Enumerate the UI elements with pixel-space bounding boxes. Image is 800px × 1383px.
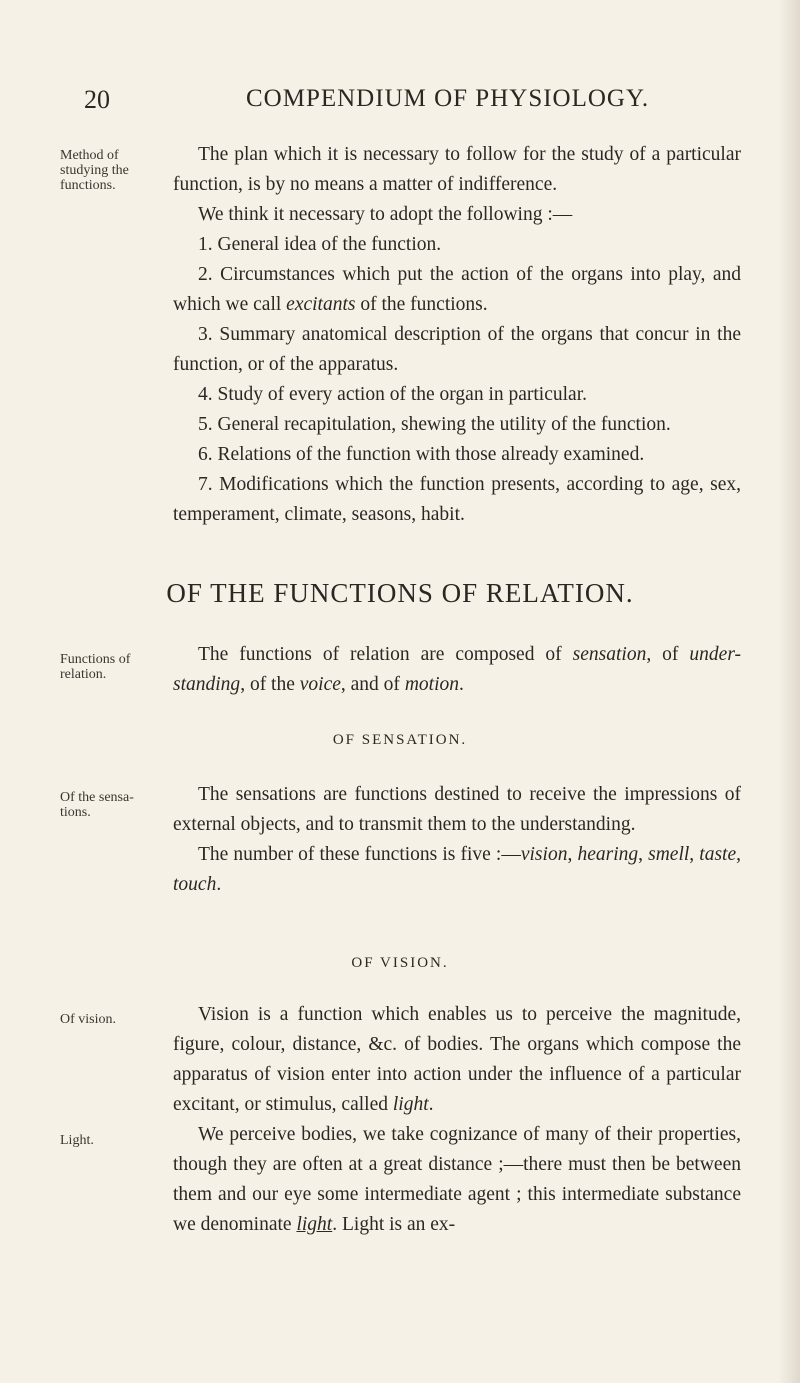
sensation-list-paragraph: The number of these functions is five :—vision, hearing, smell, taste, touch. (173, 844, 742, 895)
list-item: 2. Circumstances which put the action of the organs into play, and which we call excitants of the functions. (173, 264, 741, 315)
margin-note-method: Method of studying the functions. (60, 148, 129, 193)
intro-lead: We think it necessary to adopt the following :— (198, 204, 573, 225)
vision-section (173, 1000, 741, 1240)
section-heading-vision: OF VISION. (351, 955, 449, 971)
section-heading-sensation: OF SENSATION. (332, 732, 468, 748)
page-edge-shadow (778, 0, 800, 1383)
list-item: 1. General idea of the function. (198, 234, 442, 255)
section-heading-relation: OF THE FUNCTIONS OF RELATION. (166, 578, 634, 608)
margin-note-relation: Functions of relation. (60, 652, 131, 682)
sensation-paragraph: The sensations are functions destined to receive the impressions of external objects, and to transmit them to the understanding. (173, 784, 741, 835)
margin-note-light: Light. (60, 1133, 94, 1148)
intro-section (173, 140, 741, 530)
list-item: 5. General recapitulation, shewing the utility of the function. (198, 414, 671, 435)
relation-paragraph: The functions of relation are composed of sensation, of under-standing, of the voice, and of motion. (173, 644, 742, 695)
relation-section (173, 640, 741, 700)
list-item: 6. Relations of the function with those already examined. (198, 444, 645, 465)
list-item: 3. Summary anatomical description of the organs that concur in the function, or of the apparatus. (173, 324, 741, 375)
sensation-section (173, 780, 741, 900)
intro-paragraph: The plan which it is necessary to follow for the study of a particular function, is by no means a matter of indifference. (173, 144, 741, 195)
list-item: 7. Modifications which the function presents, according to age, sex, temperament, climate, seasons, habit. (173, 474, 741, 525)
page-header (0, 85, 800, 125)
light-paragraph: We perceive bodies, we take cognizance of many of their properties, though they are often at a great distance ;—there must then be between them and our eye some intermediate agent ; this intermediate substance we denominate light. Light is an ex- (173, 1124, 741, 1235)
running-head: COMPENDIUM OF PHYSIOLOGY. (246, 85, 650, 112)
margin-note-vision: Of vision. (60, 1012, 116, 1027)
margin-note-sensations: Of the sensa-tions. (60, 790, 134, 820)
vision-paragraph: Vision is a function which enables us to perceive the magnitude, figure, colour, distance, &c. of bodies. The organs which compose the apparatus of vision enter into action under the influence of a particular excitant, or stimulus, called light. (173, 1004, 741, 1115)
list-item: 4. Study of every action of the organ in particular. (198, 384, 587, 405)
page-number: 20 (84, 85, 110, 114)
